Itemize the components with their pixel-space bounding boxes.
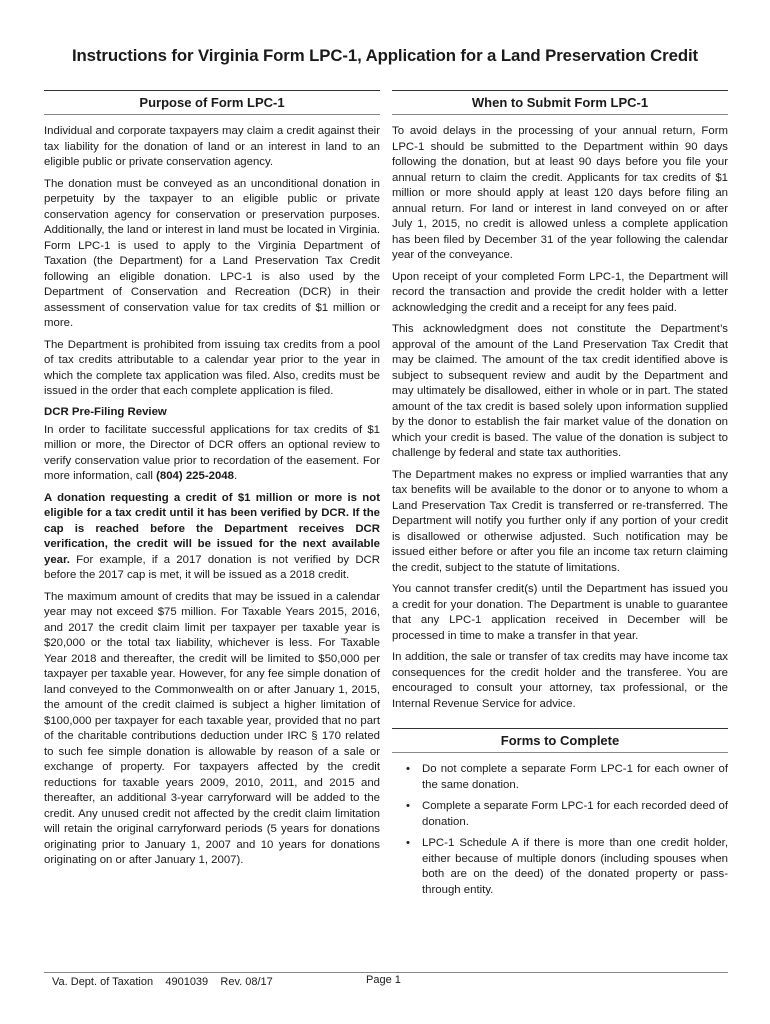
dcr-paragraph — [44, 423, 380, 485]
submit-paragraph-2: Upon receipt of your completed Form LPC-1, the Department will record the transaction and provide the credit holder with a letter acknowledging the credit and a receipt for any fees paid. — [392, 270, 728, 314]
purpose-paragraph-1: Individual and corporate taxpayers may claim a credit against their tax liability for the donation of land or an interest in land to an eligible public or private conservation agency. — [44, 125, 380, 168]
list-item: • Do not complete a separate Form LPC-1 for each owner of the same donation. — [422, 762, 728, 793]
right-column — [392, 90, 728, 904]
dcr-review-heading: DCR Pre-Filing Review — [44, 405, 167, 418]
credit-limit-paragraph: The maximum amount of credits that may be issued in a calendar year may not exceed $75 million. For Taxable Years 2015, 2016, and 2017 the credit claim limit per taxpayer per taxable year is $20,000 or the total tax liability, whichever is less. For Taxable Year 2018 and thereafter, the credit will be limited to $50,000 per taxpayer per taxable year. However, for any fee simple donation of land conveyed to the Commonwealth on or after January 1, 2015, the amount of the credit claimed is subject a higher limitation of $100,000 per taxpayer for each taxable year, provided that no part of the charitable contributions deduction under IRC § 170 related to such fee simple donation is allowable by reason of a sale or exchange of property. For taxpayers affected by the credit reductions for taxable years 2009, 2010, 2011, and 2015 and thereafter, an additional 3-year carryforward will be added to the credit. Any unused credit not affected by the credit claim limitation will retain the original carryforward periods (5 years for donations originating prior to January 1, 2007 and 10 years for donations originating on or after January 1, 2007). — [44, 590, 380, 866]
dcr-text-end: . — [233, 470, 238, 482]
footer-form-info — [52, 976, 273, 988]
list-item: • LPC-1 Schedule A if there is more than one credit holder, either because of multiple donors (including spouses when both are on the deed) of the donated property or pass-through entity. — [422, 836, 728, 898]
purpose-paragraph-2: The donation must be conveyed as an unconditional donation in perpetuity by the taxpayer to an eligible public or private conservation agency for conservation or preservation purposes. Additionally, the land or interest in land must be located in Virginia. Form LPC-1 is used to apply to the Virginia Department of Taxation (the Department) for a Land Preservation Tax Credit following an eligible donation. LPC-1 is also used by the Department of Conservation and Recreation (DCR) in their assessment of conservation value for tax credits of $1 million or more. — [44, 177, 380, 329]
page-title: Instructions for Virginia Form LPC-1, Application for a Land Preservation Credit — [71, 46, 699, 65]
submit-paragraph-5: You cannot transfer credit(s) until the Department has issued you a credit for your donation. The Department is unable to guarantee that any LPC-1 application received in December will be processed in time to make a transfer in that year. — [392, 583, 728, 642]
footer-agency: Va. Dept. of Taxation — [52, 976, 154, 988]
dcr-text: In order to facilitate successful applications for tax credits of $1 million or more, the Director of DCR offers an optional review to verify conservation value prior to recordation of the easement. For more information, call — [44, 423, 380, 482]
submit-paragraph-4: The Department makes no express or implied warranties that any tax benefits will be available to the donor or to anyone to whom a Land Preservation Tax Credit is transferred or re-transferred. The Department will notify you further only if any portion of your credit is disallowed or otherwise adjusted. Such notification may be issued either before or after you file an income tax return claiming the credit, subject to the statute of limitations. — [392, 468, 728, 574]
dcr-phone: (804) 225-2048 — [156, 470, 234, 482]
verification-paragraph — [44, 491, 380, 584]
page-number: Page 1 — [366, 974, 401, 986]
purpose-heading: Purpose of Form LPC-1 — [44, 90, 380, 115]
verification-rest: For example, if a 2017 donation is not verified by DCR before the 2017 cap is met, it will be issued as a 2018 credit. — [44, 553, 380, 581]
footer-revision: Rev. 08/17 — [220, 976, 273, 988]
purpose-paragraph-3: The Department is prohibited from issuing tax credits from a pool of tax credits attributable to a calendar year prior to the year in which the complete tax application was filed. Also, credits must be issued in the order that each complete application is filed. — [44, 338, 380, 397]
list-item: • Complete a separate Form LPC-1 for each recorded deed of donation. — [422, 799, 728, 830]
footer-form-number: 4901039 — [165, 976, 209, 988]
forms-to-complete-heading: Forms to Complete — [392, 728, 728, 753]
left-column — [44, 90, 380, 875]
verification-bold: A donation requesting a credit of $1 million or more is not eligible for a tax credit until it has been verified by DCR. If the cap is reached before the Department receives DCR verification, the credit will be issued for the next available year. — [44, 491, 380, 566]
when-to-submit-heading: When to Submit Form LPC-1 — [392, 90, 728, 115]
forms-list — [392, 762, 728, 898]
footer-divider — [44, 972, 728, 973]
submit-paragraph-1: To avoid delays in the processing of your annual return, Form LPC-1 should be submitted to the Department within 90 days following the donation, but at least 90 days before you file your annual return to claim the credit. Applicants for tax credits of $1 million or more should apply at least 120 days before filing an annual return. For land or interest in land conveyed on or after July 1, 2015, no credit is allowed unless a complete application has been filed by December 31 of the year following the calendar year of the conveyance. — [392, 125, 728, 261]
submit-paragraph-3: This acknowledgment does not constitute the Department’s approval of the amount of the Land Preservation Tax Credit that may be claimed. The amount of the tax credit identified above is subject to subsequent review and audit by the Department and may ultimately be disallowed, either in whole or in part. The stated amount of the tax credit is based solely upon information supplied by the donor to establish the fair market value of the donation on which your credit is based. The value of the donation is subject to challenge by federal and state tax authorities. — [392, 323, 728, 459]
submit-paragraph-6: In addition, the sale or transfer of tax credits may have income tax consequences for the credit holder and the transferee. You are encouraged to consult your attorney, tax professional, or the Internal Revenue Service for advice. — [392, 651, 728, 710]
